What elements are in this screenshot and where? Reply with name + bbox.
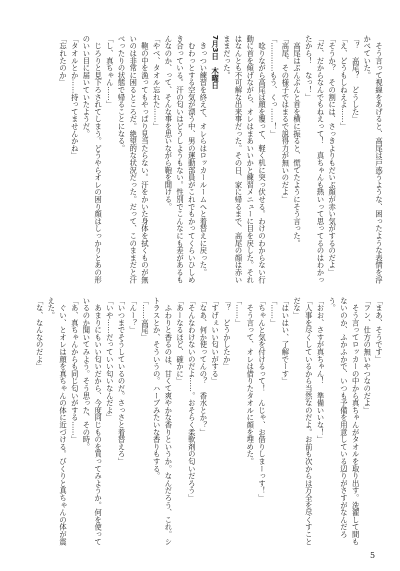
paragraph: そう言って視線をあげると、高尾は戸惑うような、困ったような表情を浮かべていた。 [363,35,384,284]
dialogue-line: 「あ、真ちゃんからも同じ匂いがする……」 [70,297,80,443]
dialogue-line: 「……」 [269,297,279,327]
dialogue-line: 「そうか？ その割には、さっきよりもだいぶ顔が赤い気がするのだよ」 [328,35,338,276]
date-heading: 7月3日 木曜日 [211,35,221,89]
paragraph: そう言ってロッカーの中から真ちゃんがタオルを取り出す。洗濯して間もないのか、ふかふかで、いつも予備を用意している辺りがさすがなんだろう。 [328,297,361,546]
paragraph: むわっとする空気が漂う中、男の運動部員がこれでもかってくらいひしめき合っている。汗の匂いはどうしようもない。性別でこんなにも差があるもんなのか、って、そんな事を思いながら鞄を開ける。 [164,35,197,284]
dialogue-line: 「な、なんなのだよ」 [35,297,45,370]
paragraph: あまりにもいい匂いだから、今度同じものを買ってみようか。何を使っているのか聞いてみよう。そう思った、その時。 [82,297,104,546]
page-number: 5 [370,551,376,560]
paragraph: きっつい練習を終えて、オレらはロッカールームへと着替えに戻った。 [199,35,209,276]
upper-text-block [21,35,385,285]
dialogue-line: 「まあ、そうです」 [375,297,384,363]
dialogue-line: 「いつまでそうしているのだ。さっさと着替えろ」 [117,297,127,465]
dialogue-line: 「んー？」 [129,297,139,334]
paragraph: 鞄の中を漁ってもやっぱり見当たらない。汗をかいた身体を拭くものが無いのは非常に困るところだ。絶望的な状況だった。だって、このままだと汗べったりの状態で帰ることになる。 [117,35,150,284]
dialogue-line: 「おお、さすが真ちゃん！ 準備いいな！」 [316,297,326,443]
dialogue-line: 「だ、だからなんでもねえって！ 真ちゃんも熱いって思ってるのはわかったから！ なっ！」 [304,35,326,284]
dialogue-line: 「……高尾」 [140,297,150,341]
dialogue-line: 「やべ、タオル忘れた……」 [152,35,162,130]
dialogue-line: 「？ どうかしたか」 [222,297,232,370]
dialogue-line: 「はいはい、了解でーす」 [281,297,291,385]
dialogue-line: 「？ 高尾？ どうした」 [351,35,361,123]
dialogue-line: 「フン、仕方の無いやつなのだよ」 [363,297,373,414]
dialogue-line: 「し、真ちゃん……」 [105,35,115,108]
paragraph: ぐい、とオレは顔を真ちゃんの体に近づける。びくりと真ちゃんの体が震えた。 [47,297,69,546]
dialogue-line: 「なあ、何か使ってんの？ 香水とか？」 [199,297,209,436]
dialogue-line: 「あーなるほど、確かに」 [176,297,186,385]
dialogue-line: 「すげぇいい匂いがする」 [211,297,221,385]
dialogue-line: 「タオルとか……持ってませんかね」 [70,35,80,160]
paragraph: 高尾はぶんぶんと首を横に振ると、慌てたようにそう言った。 [293,35,303,247]
dialogue-line: 「高尾、その様子ではまるで説得力が無いのだよ」 [281,35,291,203]
paragraph: ふわりと香るのは、甘くて爽やかな香りというか。なんだろう、これ。シトラスとか、そういうの。ハーブみたいな香りもする。 [152,297,174,546]
dialogue-line: 「ちゃんと気を付けるって！ んじゃ、お借りしまーっす！」 [257,297,267,502]
dialogue-line: 「忘れたのか」 [59,35,69,87]
dialogue-line: 「いや……だっていい匂いなんだよ」 [105,297,115,422]
dialogue-line: 「そんなわけないのだよ……。おそらく柔軟剤の匂いだろう」 [187,297,197,502]
dialogue-line: 「…………もう、くっ……！」 [269,35,279,138]
dialogue-line: 「……」 [234,297,244,327]
lower-text-block [21,297,385,547]
dialogue-line: 「え、どうもしねえよ……」 [339,35,349,130]
dialogue-line: 「人事を尽くしているから当然なのだよ。お前も次からは万全を尽くすことだな」 [293,297,314,546]
paragraph: 唸りながら高尾は顔を覆って、軽く机に突っ伏せる。わけのわからない行動に首を傾げながら、オレはまあいいかと練習メニューに目を戻した。それはなんとも不可解な出来事だった。その日、家に帰るまで、高尾の顔は赤いままだった。 [222,35,267,284]
paragraph: じろりと見下ろされてしまう。どうやらオレの困り顔はしっかりとあの形のいい目に届いていたようだ。 [82,35,104,284]
paragraph: そう言って、オレは借りたタオルに顔を埋めた。 [246,297,256,465]
